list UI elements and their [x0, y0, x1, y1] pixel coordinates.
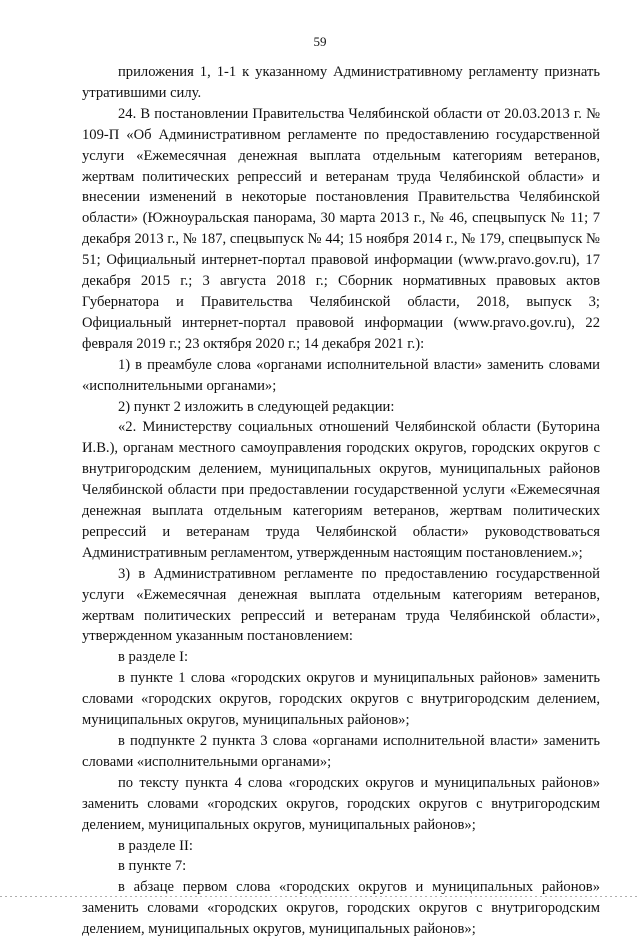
paragraph: 3) в Административном регламенте по предоставлению государственной услуги «Ежемесячная денежная выплата отдельным категориям ветеранов, жертвам политических репрессий и ветеранам труда Челябинской области», утвержденном указанным постановлением:: [82, 565, 600, 645]
paragraph: «2. Министерству социальных отношений Челябинской области (Буторина И.В.), органам местного самоуправления городских округов, городских округов с внутригородским делением, муниципальных округов, муниципальных районов Челябинской области при предоставлении государственной услуги «Ежемесячная денежная выплата отдельным категориям ветеранов, жертвам политических репрессий и ветеранам труда Челябинской области» руководствоваться Административным регламентом, утвержденным настоящим постановлением.»;: [82, 419, 600, 561]
paragraph: в подпункте 2 пункта 3 слова «органами исполнительной власти» заменить словами «исполнительными органами»;: [82, 733, 600, 770]
page-number: 59: [313, 34, 327, 49]
scan-edge-line: [0, 896, 640, 897]
paragraph: в пункте 1 слова «городских округов и муниципальных районов» заменить словами «городских округов, городских округов с внутригородским делением, муниципальных округов, муниципальных районов»;: [82, 670, 600, 729]
paragraph: в разделе II:: [118, 837, 193, 854]
paragraph: в пункте 7:: [118, 858, 187, 875]
paragraph: 2) пункт 2 изложить в следующей редакции:: [118, 398, 395, 415]
paragraph: по тексту пункта 4 слова «городских округов и муниципальных районов» заменить словами «городских округов, городских округов с внутригородским делением, муниципальных округов, муниципальных районов»;: [82, 774, 600, 833]
paragraph: 24. В постановлении Правительства Челябинской области от 20.03.2013 г. № 109-П «Об Административном регламенте по предоставлению государственной услуги «Ежемесячная денежная выплата отдельным категориям ветеранов, жертвам политических репрессий и ветеранам труда Челябинской области» и внесении изменений в некоторые постановления Правительства Челябинской области» (Южноуральская панорама, 30 марта 2013 г., № 46, спецвыпуск № 11; 7 декабря 2013 г., № 187, спецвыпуск № 44; 15 ноября 2014 г., № 179, спецвыпуск № 51; Официальный интернет-портал правовой информации (www.pravo.gov.ru), 17 декабря 2015 г.; 3 августа 2018 г.; Сборник нормативных правовых актов Губернатора и Правительства Челябинской области, 2018, выпуск 3; Официальный интернет-портал правовой информации (www.pravo.gov.ru), 22 февраля 2019 г.; 23 октября 2020 г.; 14 декабря 2021 г.):: [82, 105, 600, 352]
paragraph: в абзаце первом слова «городских округов и муниципальных районов» заменить словами «городских округов, городских округов с внутригородским делением, муниципальных округов, муниципальных районов»;: [82, 879, 600, 938]
paragraph: приложения 1, 1-1 к указанному Административному регламенту признать утратившими силу.: [82, 64, 600, 101]
paragraph: в разделе I:: [118, 649, 189, 666]
paragraph: 1) в преамбуле слова «органами исполнительной власти» заменить словами «исполнительными органами»;: [82, 356, 600, 394]
document-body: [82, 62, 600, 940]
